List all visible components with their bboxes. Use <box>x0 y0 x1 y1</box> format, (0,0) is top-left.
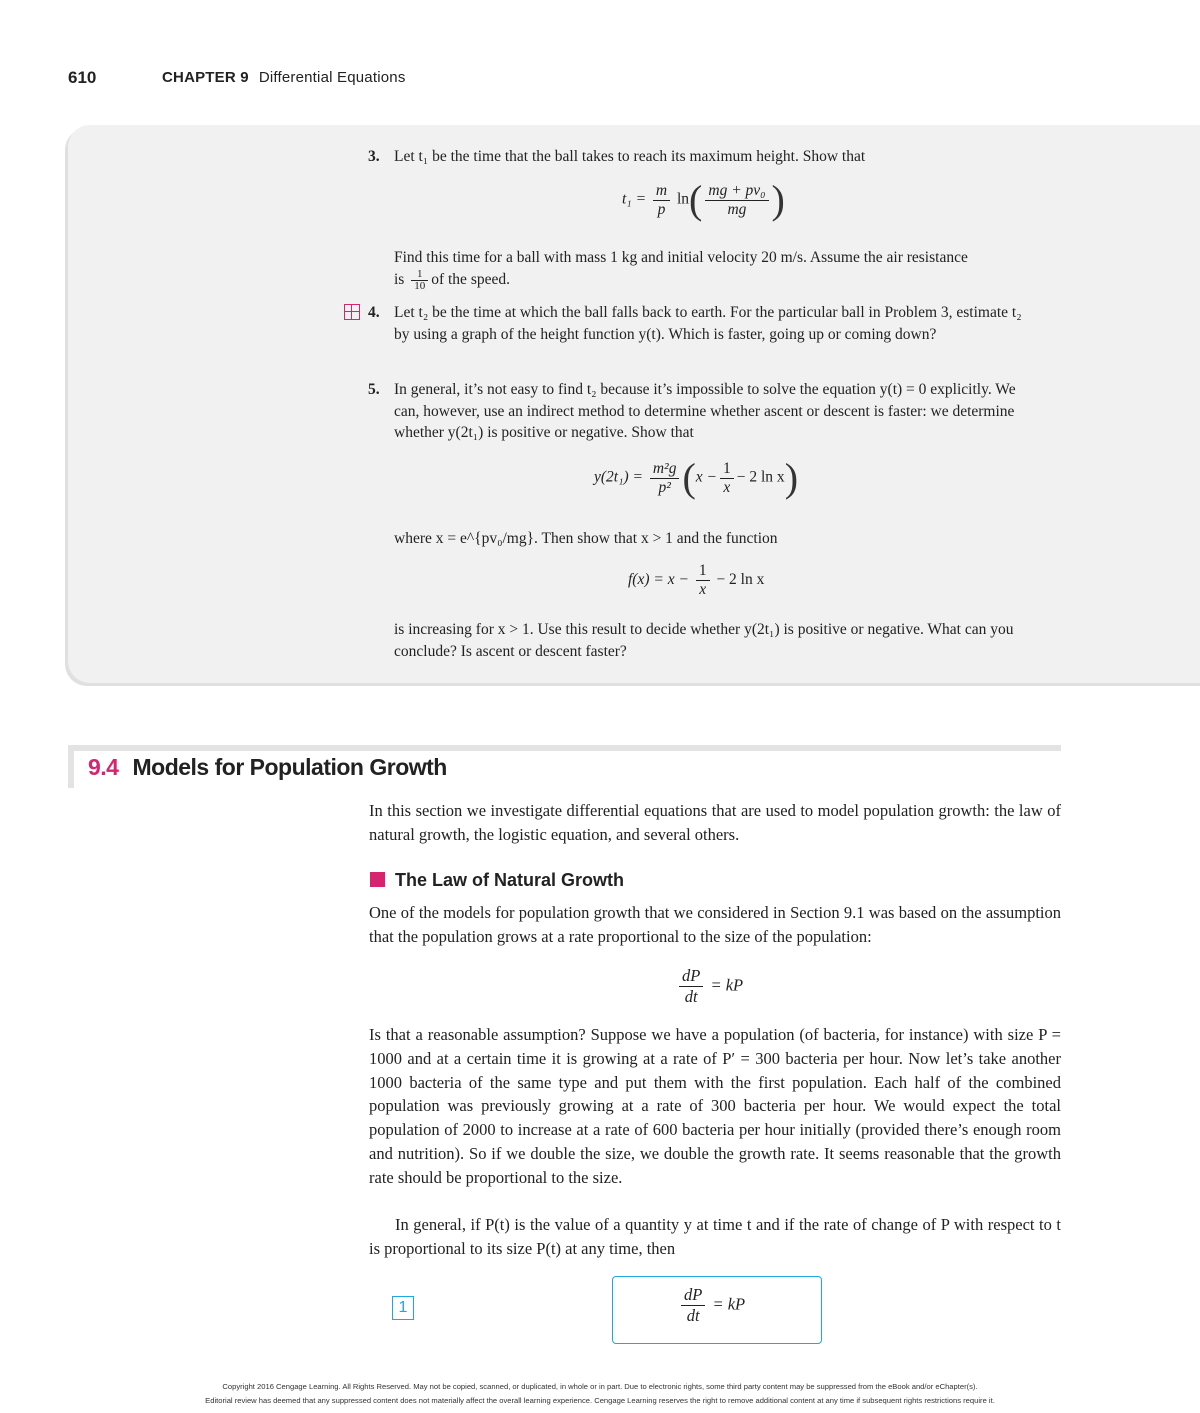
footer-line-1: Copyright 2016 Cengage Learning. All Rights Reserved. May not be copied, scanned, or duplicated, in whole or in part. Due to electronic rights, some third party content may be suppressed from the eBook and/or eChapter(s). <box>222 1382 978 1391</box>
eq-lhs: y(2t₁) = <box>594 468 643 486</box>
eq-lhs: t₁ = <box>622 190 647 208</box>
chapter-heading <box>162 69 406 86</box>
frac-den: p² <box>658 478 671 496</box>
equation-y2t1: y(2t₁) = $\frac{\text{m²g}}{\text{p²}}$ (x − $\frac{1}{x}$ − 2 ln x) <box>594 455 799 500</box>
fraction <box>720 460 734 497</box>
frac-num: 1 <box>720 460 734 479</box>
find-text-post: of the speed. <box>431 270 510 288</box>
frac-num: 1 <box>696 562 710 581</box>
frac-den: p <box>657 200 666 218</box>
frac-num: m²g <box>650 460 680 479</box>
fraction <box>681 1285 705 1326</box>
exercise-number: 3. <box>368 148 380 165</box>
frac-num: mg + pv₀ <box>705 182 768 201</box>
paragraph-3: In general, if P(t) is the value of a quantity y at time t and if the rate of change of P with respect to t is proportional to its size P(t) at any time, then <box>369 1215 1061 1258</box>
eq-lhs: f(x) = x − <box>628 571 689 589</box>
exercise-4 <box>368 302 1038 345</box>
frac-num: dP <box>679 966 703 987</box>
fraction <box>653 182 670 219</box>
ln-operator: ln <box>676 190 690 208</box>
exercise-text: Let t₂ be the time at which the ball falls back to earth. For the particular ball in Problem 3, estimate t₂ by using a graph of the height function y(t). Which is faster, going up or coming down? <box>394 304 1022 343</box>
frac-den: mg <box>727 200 747 218</box>
equation-t1: t₁ = $\frac{m}{p}$ ln( $\frac{\text{mg + pv₀}}{mg}$ ) <box>622 177 785 222</box>
fraction <box>679 966 703 1007</box>
exercise-text <box>394 247 1038 292</box>
section-number: 9.4 <box>88 754 119 780</box>
copyright-footer <box>120 1380 1080 1408</box>
eq-rhs: = kP <box>710 975 744 995</box>
frac-den: 10 <box>414 279 426 292</box>
page-number: 610 <box>68 68 97 87</box>
fraction <box>411 269 428 292</box>
frac-den: dt <box>686 1306 700 1325</box>
subsection-title: The Law of Natural Growth <box>395 870 625 890</box>
fraction <box>705 182 768 219</box>
footer-line-2: Editorial review has deemed that any suppressed content does not materially affect the overall learning experience. Cengage Learning reserves the right to remove additional content at any time if subsequent rights restrictions require it. <box>205 1396 995 1405</box>
paragraph-1: One of the models for population growth that we considered in Section 9.1 was based on the assumption that the population grows at a rate proportional to the size of the population: <box>369 903 1061 946</box>
exercise-text: In general, it’s not easy to find t₂ because it’s impossible to solve the equation y(t) = 0 explicitly. We can, however, use an indirect method to determine whether ascent or descent is faster: we determine whether y(2t₁) is positive or negative. Show that <box>394 381 1016 441</box>
frac-num: dP <box>681 1285 705 1306</box>
intro-paragraph: In this section we investigate differential equations that are used to model population growth: the law of natural growth, the logistic equation, and several others. <box>369 801 1061 844</box>
square-bullet-icon <box>370 872 385 887</box>
section-title: Models for Population Growth <box>132 754 447 780</box>
exercise-number: 5. <box>368 381 380 398</box>
equation-fx <box>628 562 764 599</box>
equation-growth <box>676 966 743 1007</box>
subsection-heading <box>370 870 624 891</box>
frac-num: m <box>653 182 670 201</box>
find-text: Find this time for a ball with mass 1 kg and initial velocity 20 m/s. Assume the air resistance <box>394 249 968 266</box>
frac-den: x <box>723 478 731 496</box>
equation-number: 1 <box>392 1296 414 1320</box>
section-rule-left <box>68 745 74 788</box>
exercise-text: Let t₁ be the time that the ball takes to reach its maximum height. Show that <box>394 148 866 165</box>
exercise-5 <box>368 379 1038 444</box>
section-rule <box>68 745 1061 751</box>
boxed-equation-content <box>678 1285 745 1326</box>
eq-term: − 2 ln x <box>716 571 765 589</box>
frac-den: dt <box>684 987 698 1006</box>
fraction <box>696 562 710 599</box>
find-text-pre: is <box>394 270 405 288</box>
chapter-title: Differential Equations <box>258 69 406 86</box>
eq-rhs: = kP <box>712 1294 746 1314</box>
exercise-5-conclusion <box>368 619 1038 662</box>
exercise-5-where <box>368 528 1038 550</box>
section-heading <box>88 754 447 781</box>
fraction <box>650 460 680 497</box>
frac-den: x <box>699 581 707 598</box>
conclusion-text: is increasing for x > 1. Use this result to decide whether y(2t₁) is positive or negative. What can you conclude? Is ascent or descent faster? <box>394 621 1014 660</box>
paragraph-2: Is that a reasonable assumption? Suppose we have a population (of bacteria, for instance) with size P = 1000 and at a certain time it is growing at a rate of P′ = 300 bacteria per hour. Now let’s take another 1000 bacteria of the same type and put them with the first population. Each half of the combined population was previously growing at a rate of 300 bacteria per hour. We would expect the total population of 2000 to increase at a rate of 600 bacteria per hour initially (provided there’s enough room and nutrition). So if we double the size, we double the growth rate. It seems reasonable that the growth rate should be proportional to the size. <box>369 1025 1061 1187</box>
where-text: where x = e^{pv₀/mg}. Then show that x > 1 and the function <box>394 530 778 547</box>
chapter-label: CHAPTER 9 <box>162 69 249 86</box>
graphing-calculator-icon <box>344 304 360 320</box>
eq-term: x − <box>695 468 717 486</box>
exercise-3-find <box>368 247 1038 292</box>
exercise-3 <box>368 146 1038 168</box>
eq-term: − 2 ln x <box>736 468 785 486</box>
exercise-number: 4. <box>368 304 380 321</box>
frac-num: 1 <box>411 269 428 281</box>
